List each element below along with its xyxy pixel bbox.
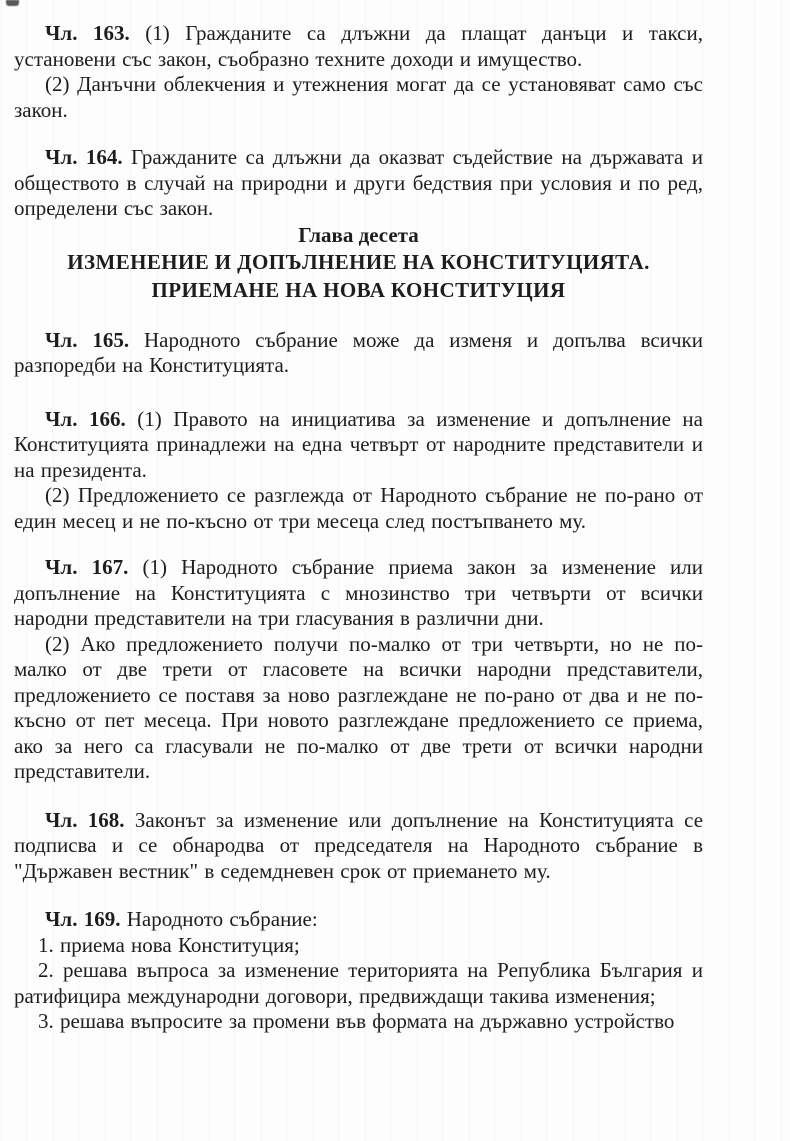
- article-169-item-2-text: 2. решава въпроса за изменение територията на Република България и ратифицира международни договори, предвиждащи такива изменения;: [14, 958, 703, 1008]
- article-167-paragraph-1: [14, 555, 703, 632]
- article-168-paragraph-1-text: Законът за изменение или допълнение на Конституцията се подписва и се обнародва от председателя на Народното събрание в "Държавен вестник" в седемдневен срок от приемането му.: [14, 807, 704, 883]
- article-163-paragraph-1: [14, 21, 703, 72]
- article-169-item-1: [14, 933, 703, 959]
- article-169-item-2: [14, 958, 703, 1009]
- scan-smudge-artifact: [6, 0, 19, 6]
- article-166-paragraph-1: [14, 407, 703, 484]
- chapter-title-line-2: ПРИЕМАНЕ НА НОВА КОНСТИТУЦИЯ: [151, 277, 566, 302]
- article-167-paragraph-1-text: (1) Народното събрание приема закон за изменение или допълнение на Конституцията с мнозинство три четвърти от всички народни представители на три гласувания в различни дни.: [14, 555, 703, 630]
- article-166-number: Чл. 166.: [45, 406, 126, 431]
- article-165-number: Чл. 165.: [45, 327, 130, 352]
- article-163-paragraph-2: [14, 72, 703, 123]
- article-165-paragraph-1-text: Народното събрание може да изменя и допълва всички разпоредби на Конституцията.: [14, 327, 703, 377]
- article-169-number: Чл. 169.: [45, 907, 121, 931]
- article-164-paragraph-1: [14, 145, 703, 222]
- article-167-number: Чл. 167.: [45, 555, 129, 579]
- article-165-paragraph-1: [14, 328, 703, 379]
- article-163-number: Чл. 163.: [45, 21, 130, 45]
- article-169-intro: [14, 907, 703, 933]
- article-167-paragraph-2: [14, 632, 703, 785]
- article-168-number: Чл. 168.: [45, 807, 125, 832]
- article-169-item-1-text: 1. приема нова Конституция;: [38, 932, 300, 957]
- article-164-number: Чл. 164.: [45, 145, 123, 169]
- article-168-paragraph-1: [14, 808, 703, 885]
- article-166-paragraph-2: [14, 483, 703, 534]
- article-169-intro-text: Народното събрание:: [126, 907, 318, 931]
- article-164-paragraph-1-text: Гражданите са длъжни да оказват съдействие на държавата и обществото в случай на природни и други бедствия при условия и по ред, определени със закон.: [14, 145, 704, 220]
- article-169-item-3: [14, 1009, 703, 1035]
- chapter-heading: Глава десета: [298, 222, 419, 247]
- article-166-paragraph-2-text: (2) Предложението се разглежда от Народното събрание не по-рано от един месец и не по-късно от три месеца след постъпването му.: [14, 483, 703, 533]
- article-163-paragraph-2-text: (2) Данъчни облекчения и утежнения могат да се установяват само със закон.: [14, 72, 703, 122]
- article-167-paragraph-2-text: (2) Ако предложението получи по-малко от три четвърти, но не по-малко от две трети от гласовете на всички народни представители, предложението се поставя за ново разглеждане не по-рано от два и не по-късно от пет месеца. При новото разглеждане предложението се приема, ако за него са гласували не по-малко от две трети от всички народни представители.: [14, 631, 703, 783]
- chapter-title: [14, 248, 703, 304]
- article-169-item-3-text: 3. решава въпросите за промени във формата на държавно устройство: [38, 1009, 675, 1033]
- article-166-paragraph-1-text: (1) Правото на инициатива за изменение и допълнение на Конституцията принадлежи на една четвърт от народните представители и на президента.: [14, 406, 703, 482]
- chapter-title-line-1: ИЗМЕНЕНИЕ И ДОПЪЛНЕНИЕ НА КОНСТИТУЦИЯТА.: [67, 249, 650, 274]
- article-163-paragraph-1-text: (1) Гражданите са длъжни да плащат данъци и такси, установени със закон, съобразно техните доходи и имущество.: [14, 21, 703, 71]
